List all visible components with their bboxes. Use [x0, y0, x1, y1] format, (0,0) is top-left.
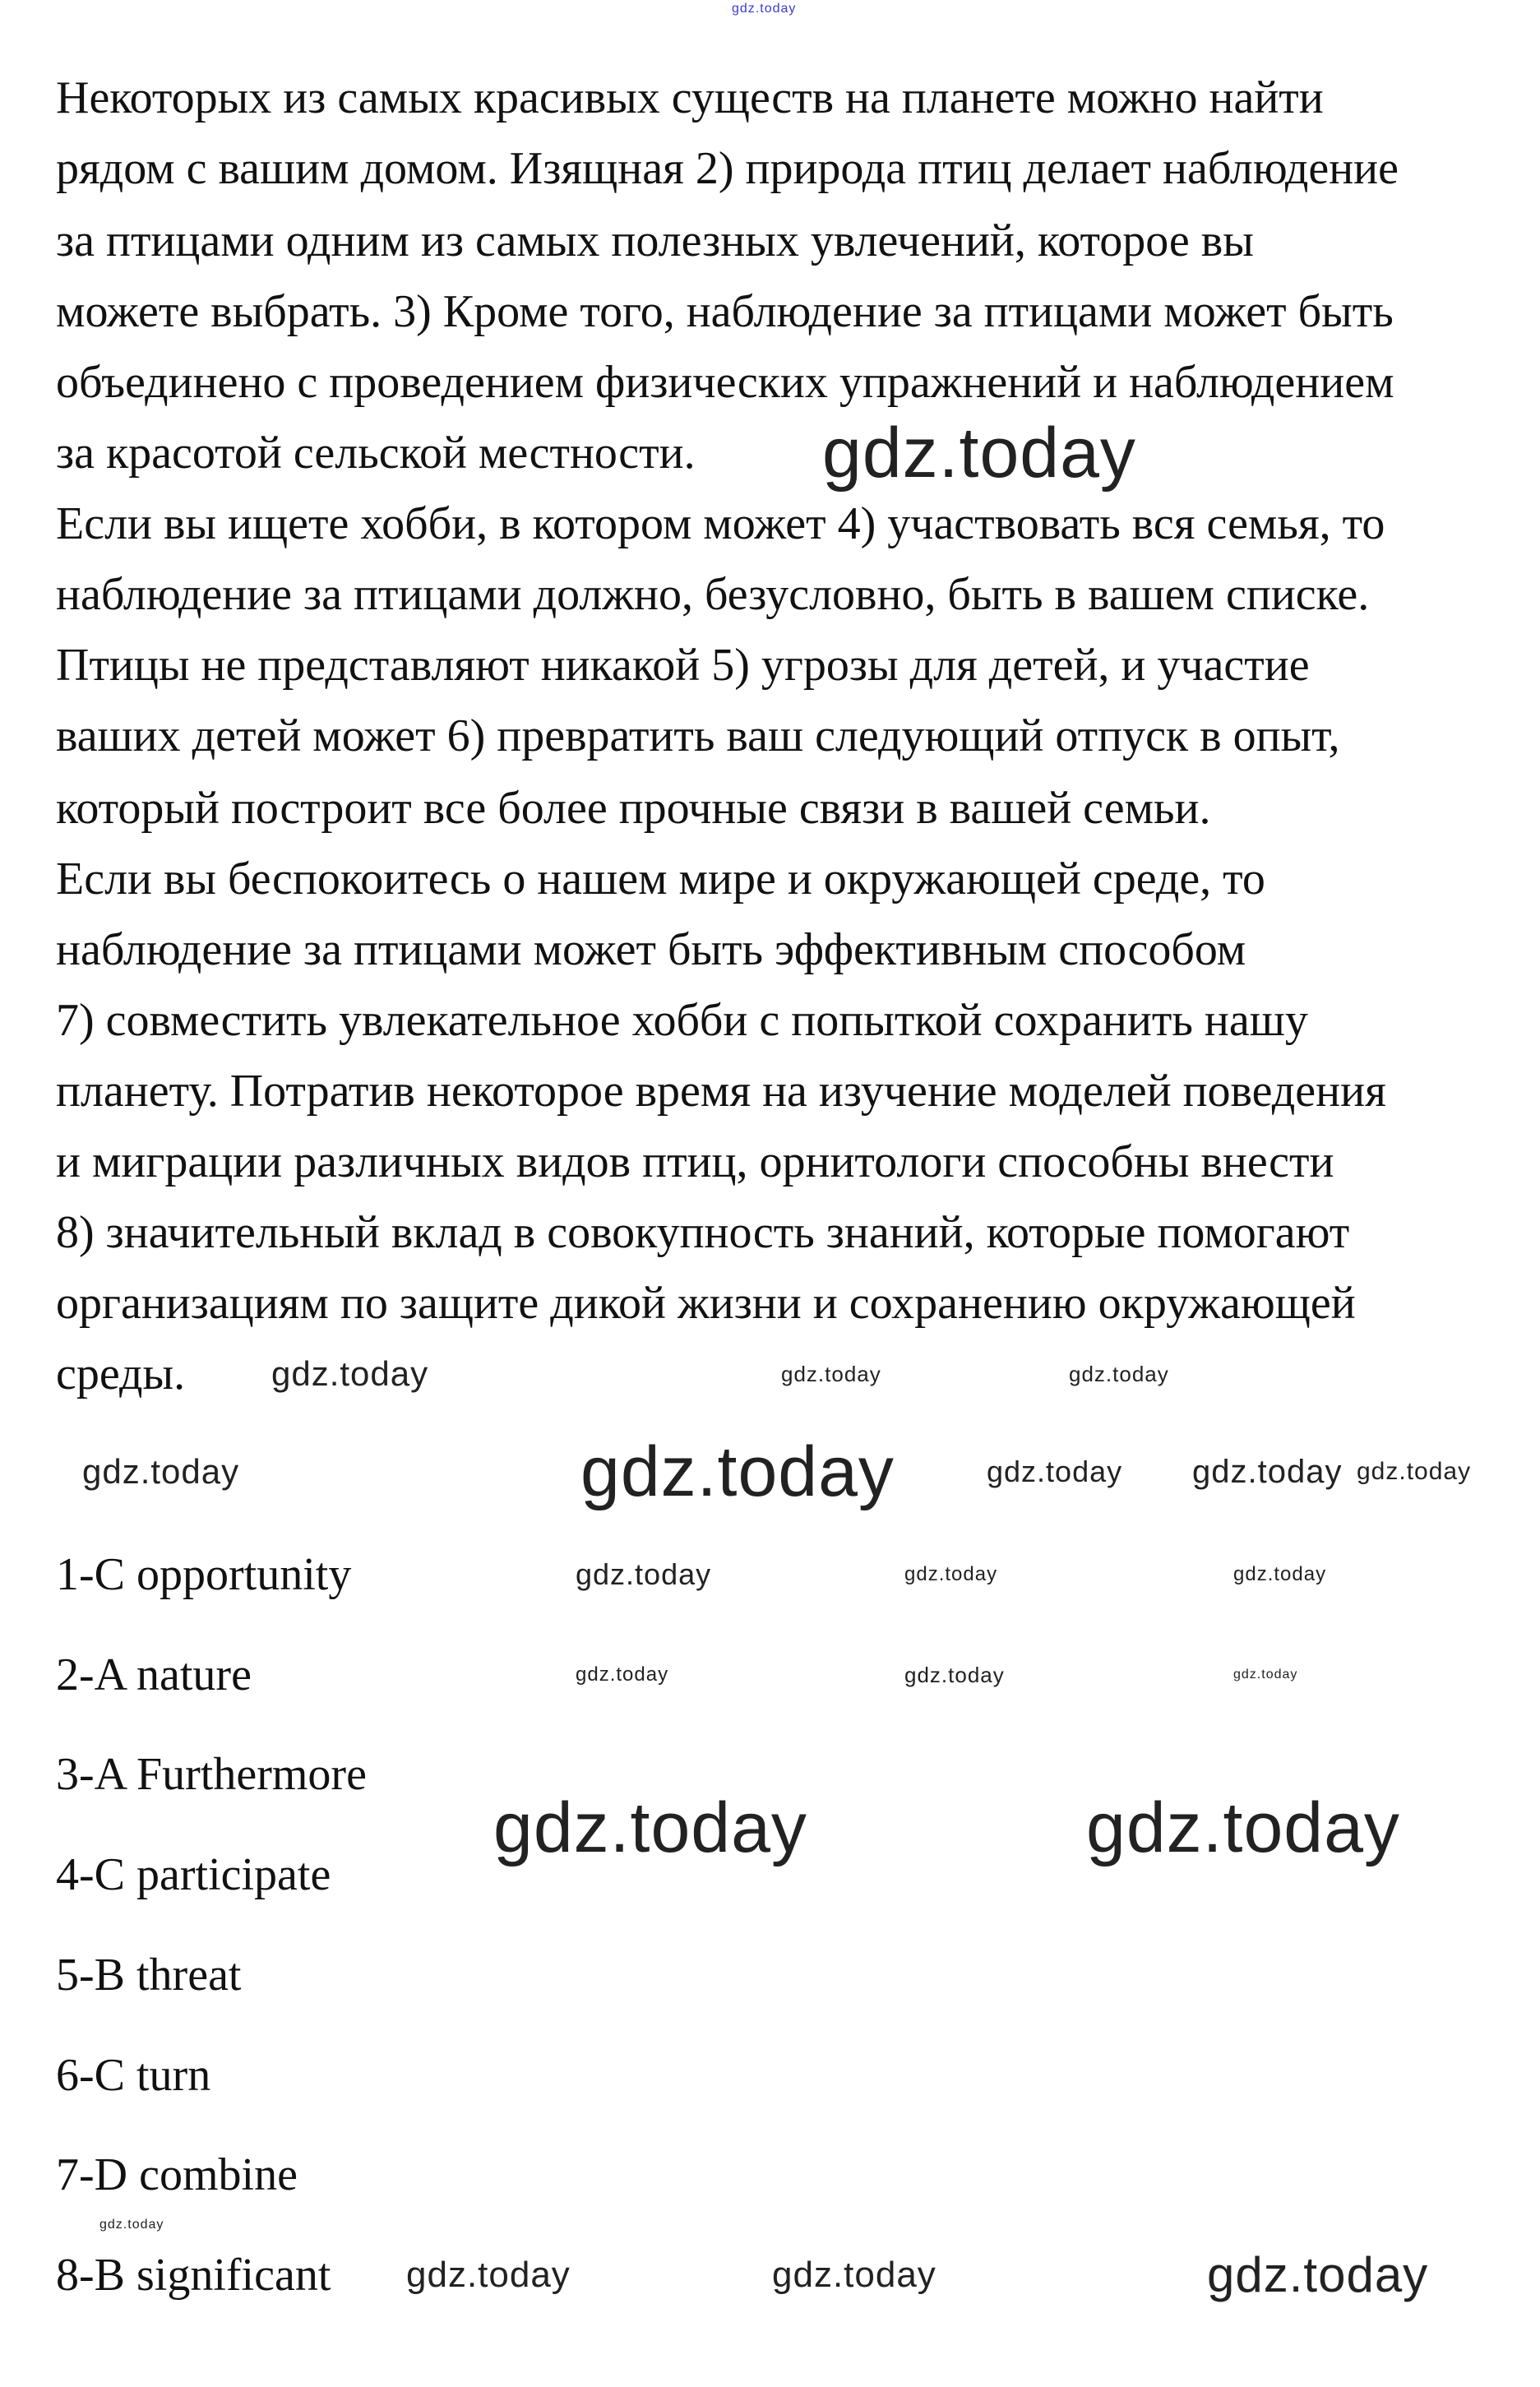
paragraph-line: объединено с проведением физических упражнений и наблюдением: [56, 357, 1394, 408]
watermark: gdz.today: [904, 1563, 998, 1585]
paragraph-line: Птицы не представляют никакой 5) угрозы для детей, и участие: [56, 640, 1310, 691]
watermark: gdz.today: [576, 1663, 669, 1686]
watermark: gdz.today: [987, 1455, 1123, 1488]
paragraph-line: за птицами одним из самых полезных увлечений, которое вы: [56, 215, 1254, 266]
paragraph-line: Если вы беспокоитесь о нашем мире и окружающей среде, то: [56, 853, 1265, 904]
paragraph-line: который построит все более прочные связи в вашей семьи.: [56, 783, 1211, 834]
answer-item: 1-C opportunity: [56, 1549, 352, 1600]
watermark: gdz.today: [82, 1452, 240, 1491]
paragraph-line: ваших детей может 6) превратить ваш следующий отпуск в опыт,: [56, 710, 1340, 761]
paragraph-line: организациям по защите дикой жизни и сохранению окружающей: [56, 1278, 1356, 1329]
watermark: gdz.today: [1233, 1563, 1327, 1585]
paragraph-line: за красотой сельской местности.: [56, 428, 696, 479]
watermark: gdz.today: [1086, 1788, 1400, 1867]
answer-item: 7-D combine: [56, 2149, 298, 2201]
watermark: gdz.today: [271, 1354, 429, 1393]
answer-item: 3-A Furthermore: [56, 1749, 367, 1801]
answer-item: 8-B significant: [56, 2249, 331, 2301]
paragraph-line: рядом с вашим домом. Изящная 2) природа птиц делает наблюдение: [56, 143, 1399, 194]
paragraph-line: планету. Потратив некоторое время на изучение моделей поведения: [56, 1066, 1386, 1117]
watermark: gdz.today: [1233, 1668, 1298, 1682]
watermark: gdz.today: [781, 1362, 881, 1386]
watermark: gdz.today: [904, 1663, 1005, 1687]
paragraph-line: можете выбрать. 3) Кроме того, наблюдение за птицами может быть: [56, 286, 1394, 337]
paragraph-line: 7) совместить увлекательное хобби с попыткой сохранить нашу: [56, 995, 1308, 1046]
answer-item: 6-C turn: [56, 2049, 211, 2101]
paragraph-line: 8) значительный вклад в совокупность знаний, которые помогают: [56, 1207, 1350, 1258]
watermark: gdz.today: [493, 1788, 807, 1867]
watermark: gdz.today: [822, 414, 1136, 493]
watermark: gdz.today: [576, 1557, 712, 1591]
watermark: gdz.today: [772, 2255, 936, 2295]
watermark: gdz.today: [99, 2218, 164, 2232]
paragraph-line: наблюдение за птицами может быть эффективным способом: [56, 924, 1246, 975]
answer-item: 5-B threat: [56, 1949, 242, 2001]
watermark: gdz.today: [732, 2, 797, 16]
paragraph-line: Если вы ищете хобби, в котором может 4) участвовать вся семья, то: [56, 498, 1385, 549]
watermark: gdz.today: [1207, 2247, 1429, 2302]
paragraph-line: и миграции различных видов птиц, орнитологи способны внести: [56, 1136, 1334, 1187]
watermark: gdz.today: [1069, 1362, 1169, 1386]
watermark: gdz.today: [580, 1432, 895, 1511]
answer-item: 2-A nature: [56, 1649, 252, 1700]
watermark: gdz.today: [1192, 1454, 1343, 1490]
paragraph-line: среды.: [56, 1348, 186, 1399]
watermark: gdz.today: [406, 2255, 571, 2295]
paragraph-line: Некоторых из самых красивых существ на планете можно найти: [56, 72, 1324, 123]
watermark: gdz.today: [1357, 1458, 1472, 1485]
answer-item: 4-C participate: [56, 1849, 331, 1901]
paragraph-line: наблюдение за птицами должно, безусловно, быть в вашем списке.: [56, 569, 1370, 620]
